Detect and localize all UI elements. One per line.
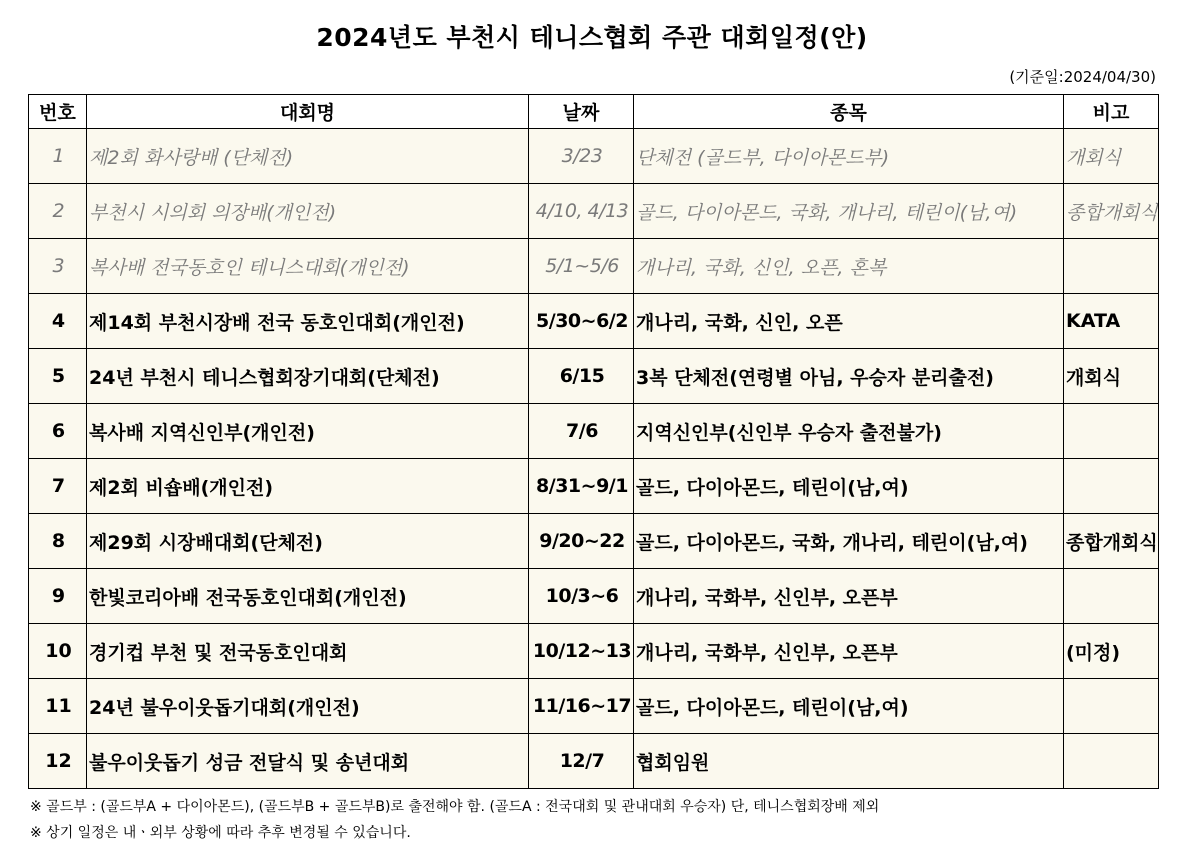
cell-tournament-name: 경기컵 부천 및 전국동호인대회 (87, 624, 529, 679)
cell-note: (미정) (1064, 624, 1159, 679)
footnote-change: ※ 상기 일정은 내ㆍ외부 상황에 따라 추후 변경될 수 있습니다. (30, 825, 411, 841)
cell-date: 7/6 (529, 404, 634, 459)
cell-event: 골드, 다이아몬드, 테린이(남,여) (634, 679, 1064, 734)
cell-number: 10 (29, 624, 87, 679)
cell-number: 1 (29, 129, 87, 184)
cell-date: 9/20~22 (529, 514, 634, 569)
cell-event: 개나리, 국화, 신인, 오픈, 혼복 (634, 239, 1064, 294)
cell-date: 5/30~6/2 (529, 294, 634, 349)
table-row (29, 679, 1159, 734)
table-row (29, 734, 1159, 789)
cell-tournament-name: 복사배 전국동호인 테니스대회(개인전) (87, 239, 529, 294)
document-title: 2024년도 부천시 테니스협회 주관 대회일정(안) (316, 23, 868, 52)
cell-number: 9 (29, 569, 87, 624)
cell-number: 3 (29, 239, 87, 294)
cell-note (1064, 679, 1159, 734)
table-row (29, 459, 1159, 514)
cell-tournament-name: 제2회 화사랑배 (단체전) (87, 129, 529, 184)
col-header-name: 대회명 (87, 95, 529, 129)
cell-date: 5/1~5/6 (529, 239, 634, 294)
cell-event: 개나리, 국화부, 신인부, 오픈부 (634, 624, 1064, 679)
cell-note: KATA (1064, 294, 1159, 349)
table-row (29, 624, 1159, 679)
cell-event: 개나리, 국화, 신인, 오픈 (634, 294, 1064, 349)
cell-date: 12/7 (529, 734, 634, 789)
cell-date: 3/23 (529, 129, 634, 184)
cell-tournament-name: 한빛코리아배 전국동호인대회(개인전) (87, 569, 529, 624)
col-header-note: 비고 (1064, 95, 1159, 129)
cell-number: 6 (29, 404, 87, 459)
cell-note (1064, 459, 1159, 514)
cell-note: 개회식 (1064, 129, 1159, 184)
cell-date: 6/15 (529, 349, 634, 404)
cell-number: 8 (29, 514, 87, 569)
cell-event: 골드, 다이아몬드, 테린이(남,여) (634, 459, 1064, 514)
cell-note: 종합개회식 (1064, 184, 1159, 239)
cell-event: 골드, 다이아몬드, 국화, 개나리, 테린이(남,여) (634, 184, 1064, 239)
cell-event: 개나리, 국화부, 신인부, 오픈부 (634, 569, 1064, 624)
cell-event: 지역신인부(신인부 우승자 출전불가) (634, 404, 1064, 459)
cell-number: 12 (29, 734, 87, 789)
table-row (29, 129, 1159, 184)
cell-note (1064, 239, 1159, 294)
cell-event: 3복 단체전(연령별 아님, 우승자 분리출전) (634, 349, 1064, 404)
table-row (29, 184, 1159, 239)
table-row (29, 404, 1159, 459)
col-header-date: 날짜 (529, 95, 634, 129)
cell-event: 골드, 다이아몬드, 국화, 개나리, 테린이(남,여) (634, 514, 1064, 569)
cell-tournament-name: 24년 불우이웃돕기대회(개인전) (87, 679, 529, 734)
table-row (29, 294, 1159, 349)
cell-date: 8/31~9/1 (529, 459, 634, 514)
cell-number: 2 (29, 184, 87, 239)
col-header-event: 종목 (634, 95, 1064, 129)
cell-note: 종합개회식 (1064, 514, 1159, 569)
cell-tournament-name: 부천시 시의회 의장배(개인전) (87, 184, 529, 239)
cell-tournament-name: 불우이웃돕기 성금 전달식 및 송년대회 (87, 734, 529, 789)
cell-tournament-name: 제2회 비숍배(개인전) (87, 459, 529, 514)
cell-tournament-name: 제14회 부천시장배 전국 동호인대회(개인전) (87, 294, 529, 349)
cell-tournament-name: 복사배 지역신인부(개인전) (87, 404, 529, 459)
cell-date: 10/3~6 (529, 569, 634, 624)
cell-date: 10/12~13 (529, 624, 634, 679)
cell-number: 11 (29, 679, 87, 734)
cell-tournament-name: 24년 부천시 테니스협회장기대회(단체전) (87, 349, 529, 404)
schedule-table (28, 94, 1159, 789)
basis-date: (기준일:2024/04/30) (1009, 68, 1156, 86)
cell-note: 개회식 (1064, 349, 1159, 404)
table-row (29, 569, 1159, 624)
cell-number: 7 (29, 459, 87, 514)
col-header-number: 번호 (29, 95, 87, 129)
cell-note (1064, 569, 1159, 624)
cell-note (1064, 734, 1159, 789)
cell-note (1064, 404, 1159, 459)
footnote-gold: ※ 골드부 : (골드부A + 다이아몬드), (골드부B + 골드부B)로 출전해야 함. (골드A : 전국대회 및 관내대회 우승자) 단, 테니스협회장배 제외 (30, 799, 880, 815)
cell-tournament-name: 제29회 시장배대회(단체전) (87, 514, 529, 569)
table-row (29, 349, 1159, 404)
cell-event: 단체전 (골드부, 다이아몬드부) (634, 129, 1064, 184)
cell-event: 협회임원 (634, 734, 1064, 789)
cell-date: 11/16~17 (529, 679, 634, 734)
cell-number: 5 (29, 349, 87, 404)
table-row (29, 514, 1159, 569)
header-row (29, 95, 1159, 129)
footnotes (30, 794, 879, 846)
cell-date: 4/10, 4/13 (529, 184, 634, 239)
table-row (29, 239, 1159, 294)
cell-number: 4 (29, 294, 87, 349)
